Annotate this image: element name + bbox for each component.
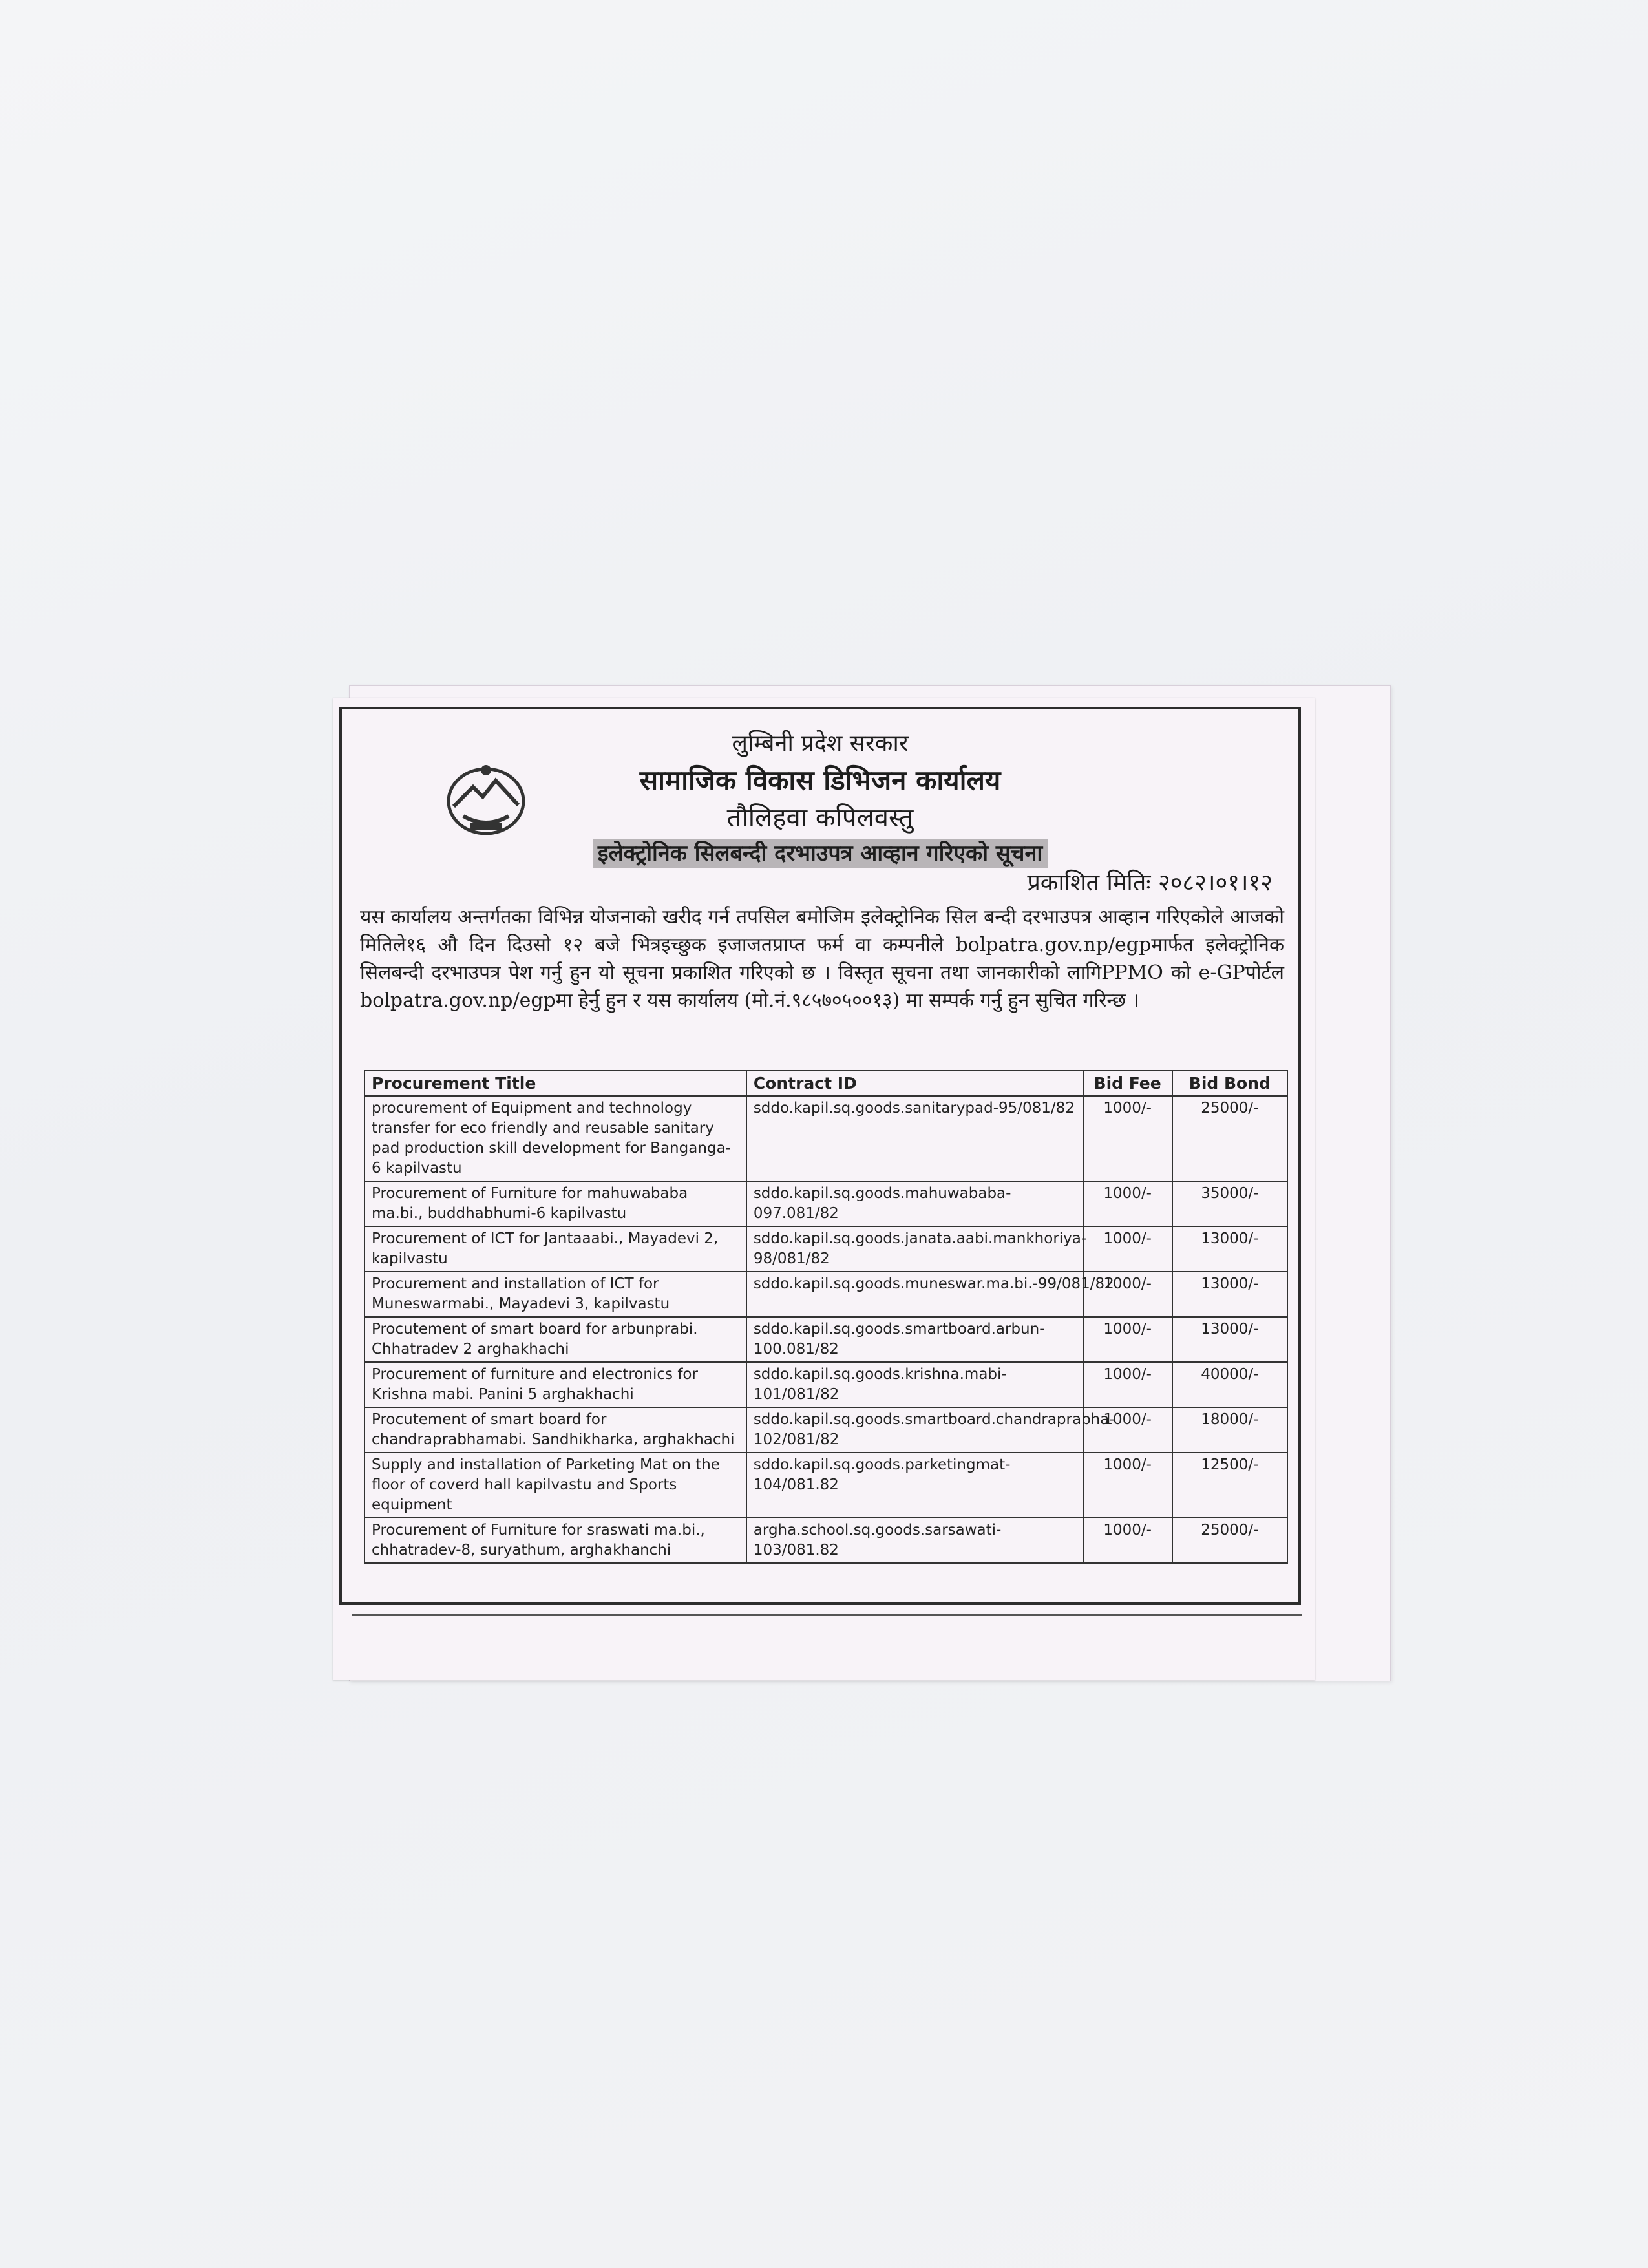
- header-bid-bond: Bid Bond: [1172, 1071, 1287, 1096]
- table-row: [364, 1317, 1287, 1362]
- publish-date: प्रकाशित मितिः २०८२।०१।१२: [1027, 870, 1273, 896]
- cell-title: Procurement of furniture and electronics for Krishna mabi. Panini 5 arghakhachi: [364, 1362, 746, 1407]
- notice-paper: [333, 698, 1315, 1680]
- cell-bid-bond: 13000/-: [1172, 1272, 1287, 1317]
- header-contract-id: Contract ID: [746, 1071, 1083, 1096]
- header-bid-fee: Bid Fee: [1083, 1071, 1172, 1096]
- cell-bid-fee: 1000/-: [1083, 1362, 1172, 1407]
- table-row: [364, 1407, 1287, 1453]
- notice-body: यस कार्यालय अन्तर्गतका विभिन्न योजनाको खरीद गर्न तपसिल बमोजिम इलेक्ट्रोनिक सिल बन्दी दरभाउपत्र आव्हान गरिएकोले आजको मितिले१६ औ दिन दिउसो १२ बजे भित्रइच्छुक इजाजतप्राप्त फर्म वा कम्पनीले bolpatra.gov.np/egpमार्फत इलेक्ट्रोनिक सिलबन्दी दरभाउपत्र पेश गर्नु हुन यो सूचना प्रकाशित गरिएको छ । विस्तृत सूचना तथा जानकारीको लागिPPMO को e-GPपोर्टल bolpatra.gov.np/egpमा हेर्नु हुन र यस कार्यालय (मो.नं.९८५७०५००१३) मा सम्पर्क गर्नु हुन सुचित गरिन्छ ।: [360, 906, 1284, 1012]
- cell-bid-fee: 1000/-: [1083, 1453, 1172, 1518]
- cell-contract-id: sddo.kapil.sq.goods.muneswar.ma.bi.-99/081/82: [746, 1272, 1083, 1317]
- cell-contract-id: sddo.kapil.sq.goods.mahuwababa-097.081/82: [746, 1181, 1083, 1226]
- table-row: [364, 1362, 1287, 1407]
- cell-contract-id: sddo.kapil.sq.goods.sanitarypad-95/081/82: [746, 1096, 1083, 1181]
- cell-title: Supply and installation of Parketing Mat on the floor of coverd hall kapilvastu and Sports equipment: [364, 1453, 746, 1518]
- cell-bid-bond: 25000/-: [1172, 1096, 1287, 1181]
- cell-bid-bond: 40000/-: [1172, 1362, 1287, 1407]
- office-location: तौलिहवा कपिलवस्तु: [726, 803, 914, 833]
- procurement-table: [364, 1070, 1288, 1564]
- cell-contract-id: sddo.kapil.sq.goods.krishna.mabi-101/081/82: [746, 1362, 1083, 1407]
- cell-title: procurement of Equipment and technology transfer for eco friendly and reusable sanitary pad production skill development for Banganga-6 kapilvastu: [364, 1096, 746, 1181]
- cell-bid-bond: 18000/-: [1172, 1407, 1287, 1453]
- cell-bid-bond: 12500/-: [1172, 1453, 1287, 1518]
- cell-bid-fee: 1000/-: [1083, 1226, 1172, 1272]
- cell-bid-bond: 25000/-: [1172, 1518, 1287, 1563]
- cell-bid-bond: 13000/-: [1172, 1317, 1287, 1362]
- cell-bid-fee: 1000/-: [1083, 1317, 1172, 1362]
- cell-title: Procurement of Furniture for sraswati ma.bi., chhatradev-8, suryathum, arghakhanchi: [364, 1518, 746, 1563]
- cell-title: Procutement of smart board for chandraprabhamabi. Sandhikharka, arghakhachi: [364, 1407, 746, 1453]
- notice-frame: [339, 707, 1301, 1605]
- table-row: [364, 1272, 1287, 1317]
- table-row: [364, 1181, 1287, 1226]
- table-row: [364, 1518, 1287, 1563]
- bottom-divider: [352, 1614, 1302, 1616]
- cell-bid-fee: 1000/-: [1083, 1181, 1172, 1226]
- notice-title: इलेक्ट्रोनिक सिलबन्दी दरभाउपत्र आव्हान गरिएको सूचना: [342, 837, 1298, 867]
- province-government-line: लुम्बिनी प्रदेश सरकार: [732, 730, 909, 757]
- office-name: सामाजिक विकास डिभिजन कार्यालय: [639, 764, 1001, 796]
- cell-bid-fee: 1000/-: [1083, 1518, 1172, 1563]
- cell-title: Procutement of smart board for arbunprabi. Chhatradev 2 arghakhachi: [364, 1317, 746, 1362]
- cell-title: Procurement and installation of ICT for Muneswarmabi., Mayadevi 3, kapilvastu: [364, 1272, 746, 1317]
- table-row: [364, 1096, 1287, 1181]
- cell-contract-id: sddo.kapil.sq.goods.parketingmat-104/081.82: [746, 1453, 1083, 1518]
- cell-bid-bond: 13000/-: [1172, 1226, 1287, 1272]
- cell-title: Procurement of ICT for Jantaaabi., Mayadevi 2, kapilvastu: [364, 1226, 746, 1272]
- cell-bid-fee: 1000/-: [1083, 1407, 1172, 1453]
- cell-bid-fee: 1000/-: [1083, 1096, 1172, 1181]
- cell-contract-id: argha.school.sq.goods.sarsawati-103/081.82: [746, 1518, 1083, 1563]
- header-procurement-title: Procurement Title: [364, 1071, 746, 1096]
- table-row: [364, 1453, 1287, 1518]
- table-header-row: [364, 1071, 1287, 1096]
- cell-bid-fee: 1000/-: [1083, 1272, 1172, 1317]
- cell-contract-id: sddo.kapil.sq.goods.janata.aabi.mankhoriya-98/081/82: [746, 1226, 1083, 1272]
- cell-bid-bond: 35000/-: [1172, 1181, 1287, 1226]
- cell-title: Procurement of Furniture for mahuwababa ma.bi., buddhabhumi-6 kapilvastu: [364, 1181, 746, 1226]
- table-row: [364, 1226, 1287, 1272]
- cell-contract-id: sddo.kapil.sq.goods.smartboard.chandraprabha-102/081/82: [746, 1407, 1083, 1453]
- cell-contract-id: sddo.kapil.sq.goods.smartboard.arbun-100.081/82: [746, 1317, 1083, 1362]
